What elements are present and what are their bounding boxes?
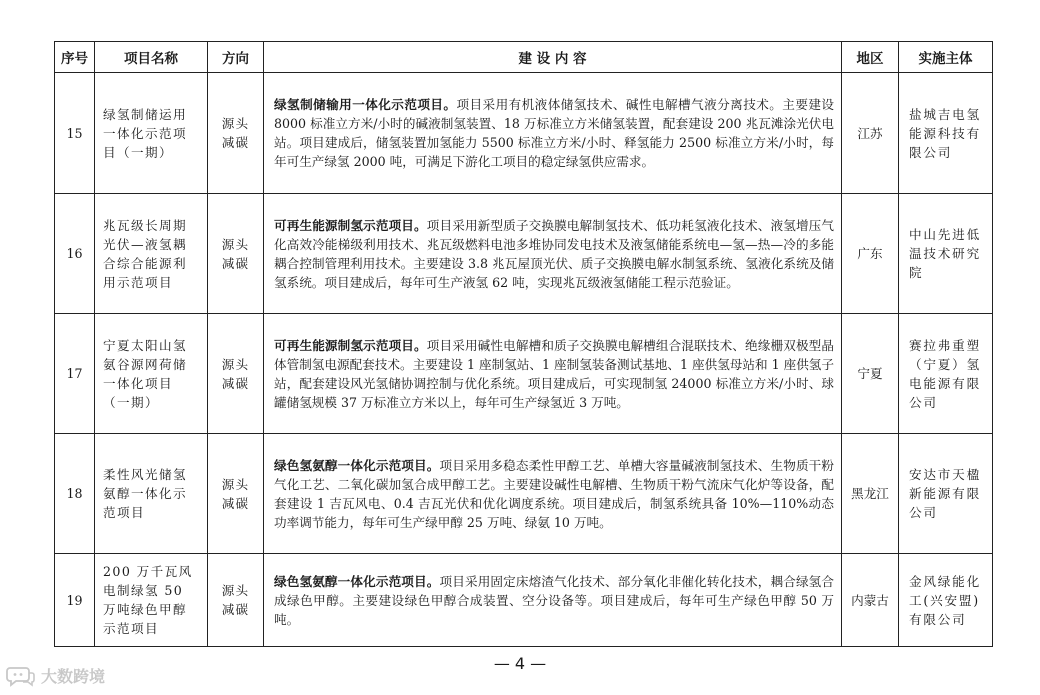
table-row (55, 194, 993, 314)
table-row (55, 554, 993, 647)
content-body: 项目采用有机液体储氢技术、碱性电解槽气液分离技术。主要建设 8000 标准立方米/小时的碱液制氢装置、18 万标准立方米储氢装置，配套建设 200 兆瓦滩涂光伏电站。项目建成后，储氢装置加氢能力 5500 标准立方米/小时、释氢能力 2500 标准立方米/小时，每年可生产绿氢 2000 吨，可满足下游化工项目的稳定绿氢供应需求。 (274, 97, 835, 169)
page-number: — 4 — (493, 654, 547, 673)
project-content (264, 554, 842, 647)
chat-bubble-logo-icon (6, 665, 36, 687)
project-content (264, 73, 842, 194)
content-body: 项目采用碱性电解槽和质子交换膜电解槽组合混联技术、绝缘栅双极型晶体管制氢电源配套技术。主要建设 1 座制氢站、1 座制氢装备测试基地、1 座供氢母站和 1 座供氢子站，配套建设风光氢储协调控制与优化系统。项目建成后，可实现制氢 24000 标准立方米/小时、球罐储氢规模 37 万标准立方米以上，每年可生产绿氢近 3 万吨。 (274, 337, 835, 410)
project-name: 柔性风光储氢氨醇一体化示范项目 (95, 434, 208, 554)
project-implementer: 金风绿能化工(兴安盟)有限公司 (899, 554, 993, 647)
project-direction: 源头减碳 (208, 554, 264, 647)
project-implementer: 盐城吉电氢能源科技有限公司 (899, 73, 993, 194)
table-row (55, 73, 993, 194)
header-content: 建 设 内 容 (264, 42, 842, 73)
project-content (264, 434, 842, 554)
header-project-name: 项目名称 (95, 42, 208, 73)
watermark-text: 大数跨境 (41, 667, 106, 686)
content-title: 可再生能源制氢示范项目。 (274, 337, 427, 353)
content-title: 绿色氢氨醇一体化示范项目。 (274, 573, 440, 589)
project-content (264, 194, 842, 314)
header-region: 地区 (842, 42, 899, 73)
project-implementer: 中山先进低温技术研究院 (899, 194, 993, 314)
row-number: 17 (55, 314, 95, 434)
project-region: 黑龙江 (842, 434, 899, 554)
content-title: 绿氢制储输用一体化示范项目。 (274, 97, 457, 112)
project-direction: 源头减碳 (208, 434, 264, 554)
table-header-row (55, 42, 993, 73)
project-region: 宁夏 (842, 314, 899, 434)
content-body: 项目采用新型质子交换膜电解制氢技术、低功耗氢液化技术、液氢增压气化高效冷能梯级利用技术、兆瓦级燃料电池多堆协同发电技术及液氢储能系统电—氢—热—冷的多能耦合控制管理利用技术。主要建设 3.8 兆瓦屋顶光伏、质子交换膜电解水制氢系统、氢液化系统及储氢系统。项目建成后，每年可生产液氢 62 吨，实现兆瓦级液氢储能工程示范验证。 (274, 217, 835, 290)
table-row (55, 434, 993, 554)
table-row (55, 314, 993, 434)
project-implementer: 赛拉弗重塑（宁夏）氢电能源有限公司 (899, 314, 993, 434)
row-number: 18 (55, 434, 95, 554)
content-title: 绿色氢氨醇一体化示范项目。 (274, 457, 440, 473)
project-content (264, 314, 842, 434)
row-number: 15 (55, 73, 95, 194)
project-direction: 源头减碳 (208, 194, 264, 314)
header-direction: 方向 (208, 42, 264, 73)
row-number: 19 (55, 554, 95, 647)
project-name: 绿氢制储运用一体化示范项目（一期） (95, 73, 208, 194)
content-body: 项目采用固定床熔渣气化技术、部分氧化非催化转化技术，耦合绿氢合成绿色甲醇。主要建设绿色甲醇合成装置、空分设备等。项目建成后，每年可生产绿色甲醇 50 万吨。 (274, 573, 835, 627)
project-region: 江苏 (842, 73, 899, 194)
project-table (54, 41, 993, 647)
project-region: 内蒙古 (842, 554, 899, 647)
project-name: 200 万千瓦风电制绿氢 50 万吨绿色甲醇示范项目 (95, 554, 208, 647)
project-direction: 源头减碳 (208, 73, 264, 194)
project-implementer: 安达市天楹新能源有限公司 (899, 434, 993, 554)
project-direction: 源头减碳 (208, 314, 264, 434)
project-region: 广东 (842, 194, 899, 314)
project-name: 兆瓦级长周期光伏—液氢耦合综合能源利用示范项目 (95, 194, 208, 314)
row-number: 16 (55, 194, 95, 314)
content-body: 项目采用多稳态柔性甲醇工艺、单槽大容量碱液制氢技术、生物质干粉气化工艺、二氧化碳加氢合成甲醇工艺。主要建设碱性电解槽、生物质干粉气流床气化炉等设备，配套建设 1 吉瓦风电、0.4 吉瓦光伏和优化调度系统。项目建成后，制氢系统具备 10%—110%动态功率调节能力，每年可生产绿甲醇 25 万吨、绿氨 10 万吨。 (274, 457, 835, 530)
project-name: 宁夏太阳山氢氨谷源网荷储一体化项目（一期） (95, 314, 208, 434)
header-no: 序号 (55, 42, 95, 73)
watermark (6, 664, 105, 687)
content-title: 可再生能源制氢示范项目。 (274, 217, 427, 233)
header-implementer: 实施主体 (899, 42, 993, 73)
